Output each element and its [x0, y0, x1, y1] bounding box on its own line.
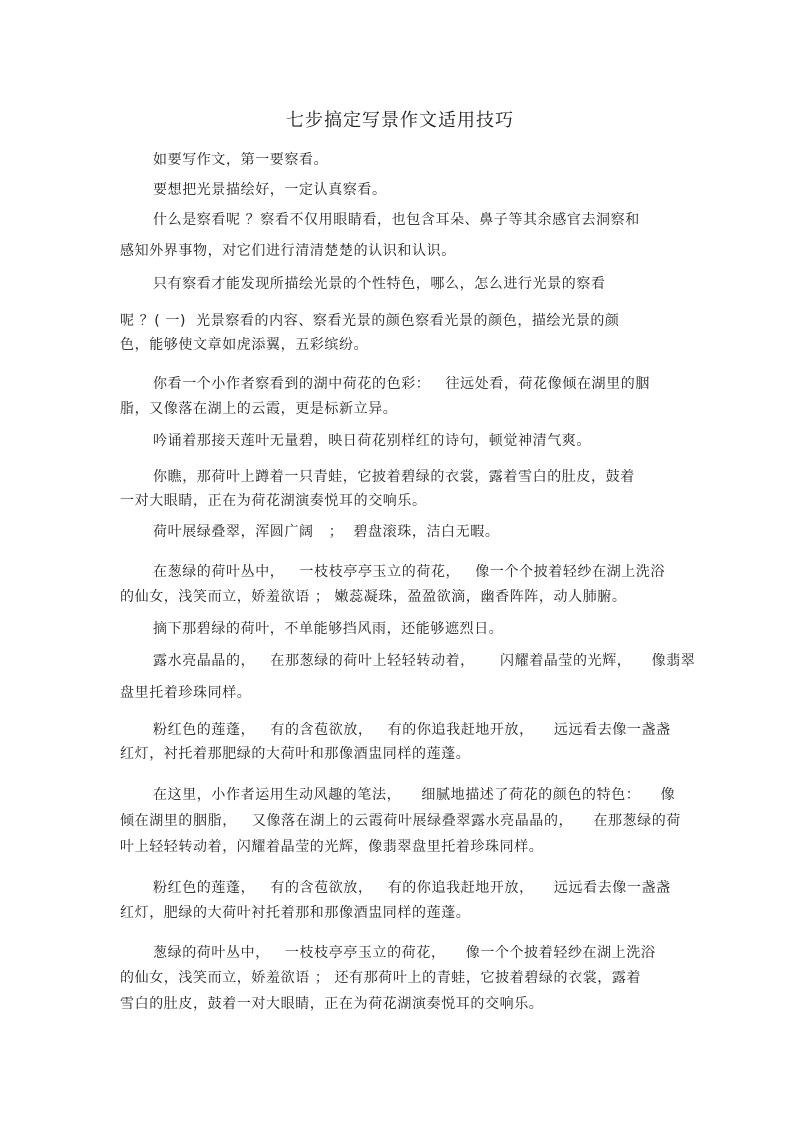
paragraph-line: 荷叶展绿叠翠，浑圆广阔 ； 碧盘滚珠，洁白无暇。: [153, 524, 500, 540]
paragraph-line: 呢 ？( 一) 光景察看的内容、察看光景的颜色察看光景的颜色，描绘光景的颜: [120, 313, 620, 329]
paragraph-line: 你看一个小作者察看到的湖中荷花的色彩： 往远处看，荷花像倾在湖里的胭: [153, 376, 650, 392]
paragraph-line: 的仙女，浅笑而立，娇羞欲语 ； 嫩蕊凝珠，盈盈欲滴，幽香阵阵，动人肺腑。: [120, 589, 627, 605]
paragraph-line: 的仙女，浅笑而立，娇羞欲语 ； 还有那荷叶上的青蛙，它披着碧绿的衣裳，露着: [120, 970, 642, 986]
paragraph-line: 粉红色的莲蓬， 有的含苞欲放， 有的你追我赶地开放， 远远看去像一盏盏: [153, 880, 671, 896]
paragraph-line: 摘下那碧绿的荷叶，不单能够挡风雨，还能够遮烈日。: [153, 621, 504, 637]
paragraph-line: 吟诵着那接天莲叶无量碧，映日荷花别样红的诗句，顿觉神清气爽。: [153, 433, 591, 449]
paragraph-line: 红灯，肥绿的大荷叶衬托着那和那像酒盅同样的莲蓬。: [120, 905, 471, 921]
paragraph-line: 一对大眼睛，正在为荷花湖演奏悦耳的交响乐。: [120, 493, 427, 509]
paragraph-line: 盘里托着珍珠同样。: [120, 685, 252, 701]
paragraph-line: 在这里，小作者运用生动风趣的笔法， 细腻地描述了荷花的颜色的特色： 像: [153, 787, 676, 803]
paragraph-line: 什么是察看呢 ？察看不仅用眼睛看，也包含耳朵、鼻子等其余感官去洞察和: [153, 212, 640, 228]
paragraph-line: 红灯，衬托着那肥绿的大荷叶和那像酒盅同样的莲蓬。: [120, 746, 471, 762]
paragraph-line: 感知外界事物，对它们进行清清楚楚的认识和认识。: [120, 243, 456, 259]
document-title: 七步搞定写景作文适用技巧: [286, 110, 514, 131]
paragraph-line: 如要写作文，第一要察看。: [153, 152, 329, 168]
paragraph-line: 露水亮晶晶的， 在那葱绿的荷叶上轻轻转动着， 闪耀着晶莹的光辉， 像翡翠: [153, 653, 696, 669]
paragraph-line: 你瞧，那荷叶上蹲着一只青蛙，它披着碧绿的衣裳，露着雪白的肚皮，鼓着: [153, 469, 635, 485]
paragraph-line: 雪白的肚皮，鼓着一对大眼睛，正在为荷花湖演奏悦耳的交响乐。: [120, 996, 544, 1012]
paragraph-line: 倾在湖里的胭脂， 又像落在湖上的云霞荷叶展绿叠翠露水亮晶晶的， 在那葱绿的荷: [120, 813, 681, 829]
paragraph-line: 葱绿的荷叶丛中， 一枝枝亭亭玉立的荷花， 像一个个披着轻纱在湖上洗浴: [153, 945, 656, 961]
paragraph-line: 只有察看才能发现所描绘光景的个性特色，哪么，怎么进行光景的察看: [153, 276, 606, 292]
paragraph-line: 粉红色的莲蓬， 有的含苞欲放， 有的你追我赶地开放， 远远看去像一盏盏: [153, 722, 671, 738]
paragraph-line: 色，能够使文章如虎添翼，五彩缤纷。: [120, 337, 369, 353]
paragraph-line: 在葱绿的荷叶丛中， 一枝枝亭亭玉立的荷花， 像一个个披着轻纱在湖上洗浴: [153, 564, 666, 580]
paragraph-line: 叶上轻轻转动着，闪耀着晶莹的光辉，像翡翠盘里托着珍珠同样。: [120, 839, 544, 855]
paragraph-line: 脂，又像落在湖上的云霞，更是标新立异。: [120, 401, 398, 417]
paragraph-line: 要想把光景描绘好，一定认真察看。: [153, 182, 387, 198]
